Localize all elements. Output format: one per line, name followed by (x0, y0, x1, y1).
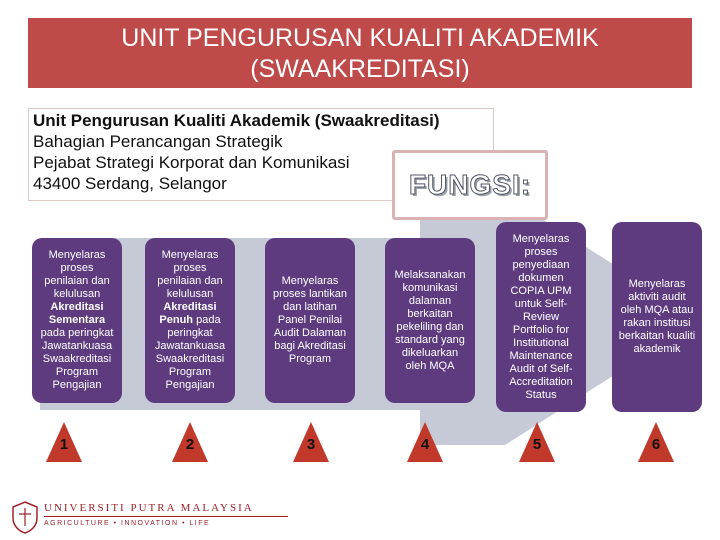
logo-divider (44, 516, 288, 517)
address-unit-name: Unit Pengurusan Kualiti Akademik (Swaakreditasi) (33, 111, 440, 130)
address-line-3: Pejabat Strategi Korporat dan Komunikasi (33, 153, 350, 172)
number-marker-1 (42, 420, 86, 466)
number-marker-5 (515, 420, 559, 466)
card-1-text: Menyelaras proses penilaian dan kelulusan (44, 249, 110, 300)
number-4: 4 (420, 436, 430, 453)
number-marker-3 (289, 420, 333, 466)
card-4-text: Melaksanakan komunikasi dalaman berkaitan pekeliling dan standard yang dikeluarkan oleh MQA (394, 268, 466, 372)
university-name: UNIVERSITI PUTRA MALAYSIA (44, 502, 254, 514)
card-1-text-after: pada peringkat Jawatankuasa Swaakreditasi Program Pengajian (40, 327, 114, 391)
function-card-3 (265, 238, 355, 403)
title-banner (28, 18, 692, 88)
title-line-1: UNIT PENGURUSAN KUALITI AKADEMIK (121, 24, 599, 52)
number-5: 5 (532, 436, 542, 453)
card-2-text-after: pada peringkat Jawatankuasa Swaakreditasi Program Pengajian (154, 314, 226, 391)
function-card-6 (612, 222, 702, 412)
function-card-1 (32, 238, 122, 403)
card-3-text: Menyelaras proses lantikan dan latihan Panel Penilai Audit Dalaman bagi Akreditasi Program (273, 275, 347, 365)
number-1: 1 (59, 436, 69, 453)
card-5-text: Menyelaras proses penyediaan dokumen COPIA UPM untuk Self-Review Portfolio for Institutional Maintenance Audit of Self-Accreditation Status (509, 232, 573, 401)
card-2-bold: Akreditasi Penuh (159, 301, 217, 326)
number-marker-6 (634, 420, 678, 466)
title-line-2: (SWAAKREDITASI) (250, 55, 470, 83)
fungsi-heading: FUNGSI: (392, 150, 548, 220)
card-6-text: Menyelaras aktiviti audit oleh MQA atau rakan institusi berkaitan kualiti akademik (618, 278, 696, 355)
number-6: 6 (651, 436, 661, 453)
university-tagline: AGRICULTURE • INNOVATION • LIFE (44, 520, 211, 527)
function-card-4 (385, 238, 475, 403)
function-card-5 (496, 222, 586, 412)
number-3: 3 (306, 436, 316, 453)
address-line-2: Bahagian Perancangan Strategik (33, 132, 283, 151)
card-2-text: Menyelaras proses penilaian dan kelulusan (157, 249, 223, 300)
address-line-4: 43400 Serdang, Selangor (33, 174, 227, 193)
function-card-2 (145, 238, 235, 403)
number-2: 2 (185, 436, 195, 453)
upm-logo (10, 500, 290, 536)
number-marker-2 (168, 420, 212, 466)
card-1-bold: Akreditasi Sementara (48, 301, 106, 326)
university-seal-icon (10, 500, 40, 534)
number-marker-4 (403, 420, 447, 466)
